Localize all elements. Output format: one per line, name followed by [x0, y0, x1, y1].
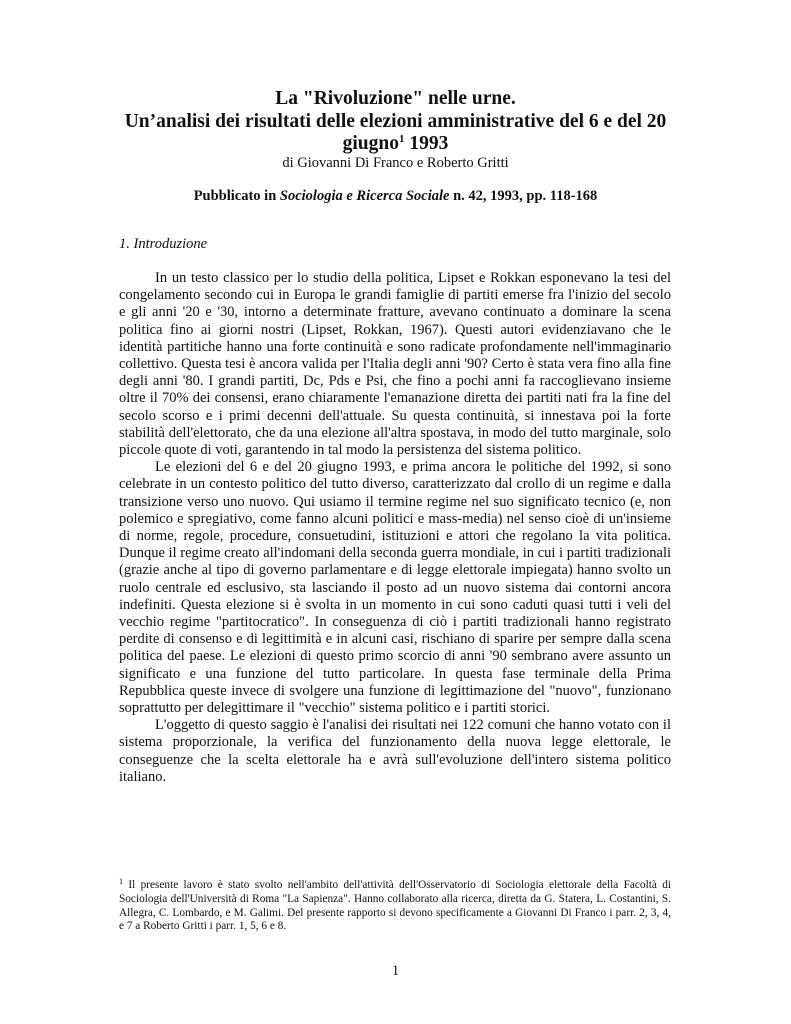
- paragraph: In un testo classico per lo studio della politica, Lipset e Rokkan esponevano la tesi del congelamento secondo cui in Europa le grandi famiglie di partiti emerse fra l'inizio del secolo e gli anni '20 e '30, intorno a determinate fratture, avevano continuato a dominare la scena politica fino ai giorni nostri (Lipset, Rokkan, 1967). Questi autori evidenziavano che le identità partitiche hanno una forte continuità e sono radicate profondamente nell'immaginario collettivo. Questa tesi è ancora valida per l'Italia degli anni '90? Certo è stata vera fino alla fine degli anni '80. I grandi partiti, Dc, Pds e Psi, che fino a pochi anni fa raccoglievano insieme oltre il 70% dei consensi, erano chiaramente l'emanazione diretta dei partiti nati fra la fine del secolo scorso e i primi decenni dell'attuale. Su questa continuità, si innestava poi la forte stabilità dell'elettorato, che da una elezione all'altra spostava, in modo del tutto marginale, solo piccole quote di voti, garantendo in tal modo la persistenza del sistema politico.: [119, 270, 671, 459]
- footnote-text: Il presente lavoro è stato svolto nell'ambito dell'attività dell'Osservatorio di Sociologia elettorale della Facoltà di Sociologia dell'Università di Roma "La Sapienza". Hanno collaborato alla ricerca, diretta da G. Statera, L. Costantini, S. Allegra, C. Lombardo, e M. Galimi. Del presente rapporto si devono specificamente a Giovanni Di Franco i parr. 2, 3, 4, e 7 a Roberto Gritti i parr. 1, 5, 6 e 8.: [119, 879, 671, 933]
- title-footnote-mark[interactable]: 1: [398, 133, 405, 145]
- title-line-3: [100, 133, 691, 156]
- title-year: 1993: [404, 133, 449, 154]
- footnote-mark: 1: [119, 877, 123, 886]
- title-line-1: La "Rivoluzione" nelle urne.: [275, 88, 516, 109]
- publication-info: [100, 188, 691, 205]
- page-number: 1: [391, 963, 400, 979]
- journal-name: Sociologia e Ricerca Sociale: [279, 188, 450, 204]
- title-line-3-text: giugno: [342, 133, 399, 154]
- publication-prefix: Pubblicato in: [193, 188, 280, 204]
- footnote: [119, 879, 671, 934]
- document-title: [100, 88, 691, 156]
- paragraph: Le elezioni del 6 e del 20 giugno 1993, e prima ancora le politiche del 1992, si sono celebrate in un contesto politico del tutto diverso, caratterizzato dal crollo di un regime e dalla transizione verso uno nuovo. Qui usiamo il termine regime nel suo significato tecnico (e, non polemico e spregiativo, come fanno alcuni politici e mass-media) nel senso cioè di un'insieme di norme, regole, procedure, consuetudini, istituzioni e attori che regolano la vita politica. Dunque il regime creato all'indomani della seconda guerra mondiale, in cui i partiti tradizionali (grazie anche al tipo di governo parlamentare e di legge elettorale impiegata) hanno svolto un ruolo centrale ed esclusivo, sta lasciando il posto ad un nuovo sistema dai contorni ancora indefiniti. Questa elezione si è svolta in un momento in cui sono caduti quasi tutti i veli del vecchio regime "partitocratico". In conseguenza di ciò i partiti tradizionali hanno registrato perdite di consenso e di legittimità e in alcuni casi, rischiano di sparire per sempre dalla scena politica del paese. Le elezioni di questo primo scorcio di anni '90 sembrano avere assunto un significato e una funzione del tutto particolare. In questa fase terminale della Prima Repubblica queste invece di svolgere una funzione di legittimazione del "nuovo", funzionano soprattutto per delegittimare il "vecchio" sistema politico e i partiti storici.: [119, 459, 671, 717]
- paragraph: L'oggetto di questo saggio è l'analisi dei risultati nei 122 comuni che hanno votato con il sistema proporzionale, la verifica del funzionamento della nuova legge elettorale, le conseguenze che la scelta elettorale ha e avrà sull'evoluzione dell'intero sistema politico italiano.: [119, 717, 671, 785]
- body-text: [119, 270, 671, 786]
- authors-line: di Giovanni Di Franco e Roberto Gritti: [282, 155, 509, 171]
- title-line-2: Un’analisi dei risultati delle elezioni amministrative del 6 e del 20: [124, 110, 667, 132]
- section-heading: 1. Introduzione: [119, 236, 208, 252]
- publication-details: n. 42, 1993, pp. 118-168: [449, 188, 598, 204]
